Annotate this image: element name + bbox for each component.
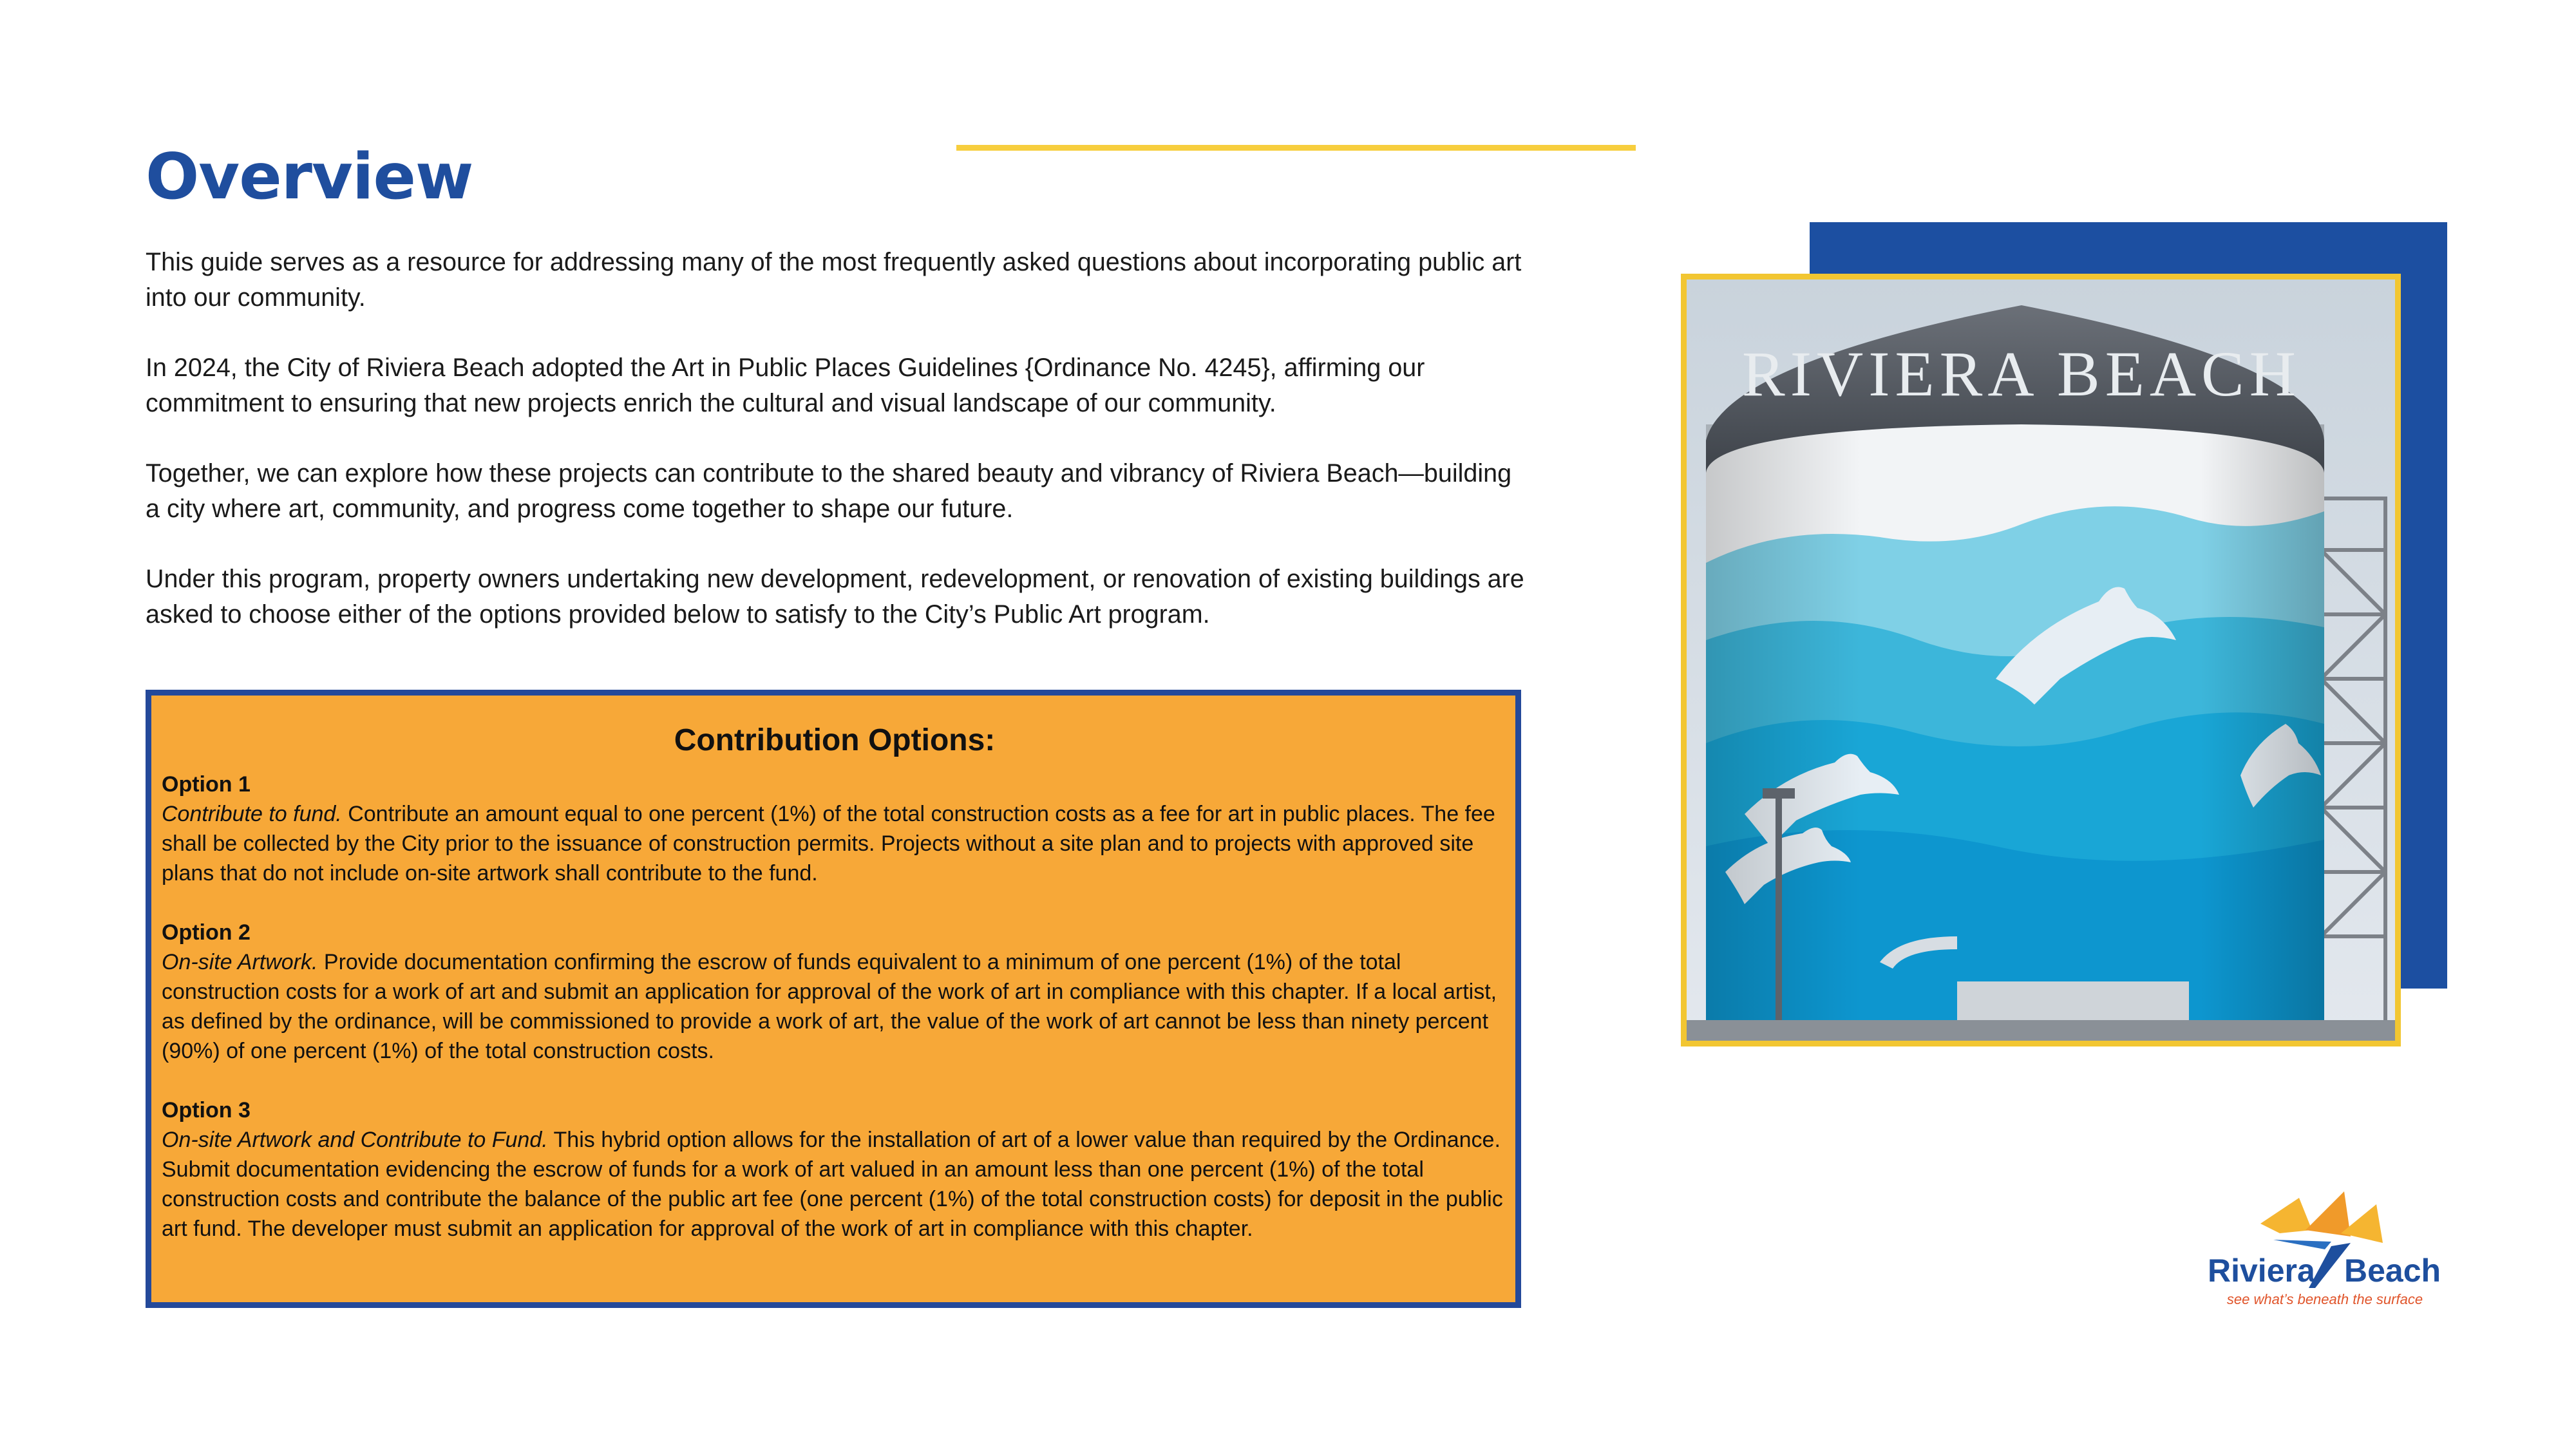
- intro-paragraph: Together, we can explore how these projects can contribute to the shared beauty and vibrancy of Riviera Beach—building a city where art, community, and progress come together to shape our future.: [146, 459, 1512, 523]
- logo-tagline: see what’s beneath the surface: [2226, 1291, 2423, 1307]
- contribution-options-heading: Contribution Options:: [674, 723, 996, 757]
- option-text: Contribute an amount equal to one percent (1%) of the total construction costs as a fee for art in public places. The fee shall be collected by the City prior to the issuance of construction permits. Projects without a site plan and to projects with approved site plans that do not include on-site artwork shall contribute to the fund.: [162, 802, 1495, 886]
- option-description: [162, 799, 1508, 888]
- logo-name-left: Riviera: [2208, 1253, 2315, 1289]
- option-lead: On-site Artwork.: [162, 950, 318, 974]
- option-1: [162, 770, 1508, 888]
- accent-line: [956, 145, 1636, 151]
- water-tank-photo: [1681, 274, 2401, 1046]
- option-label: Option 1: [162, 772, 251, 797]
- option-lead: Contribute to fund.: [162, 802, 342, 826]
- option-text: This hybrid option allows for the installation of art of a lower value than required by the Ordinance. Submit documentation evidencing the escrow of funds for a work of art valued in an amount less than one percent (1%) of the total construction costs and contribute the balance of the public art fee (one percent (1%) of the total construction costs) for deposit in the public art fund. The developer must submit an application for approval of the work of art in compliance with this chapter.: [162, 1128, 1503, 1241]
- intro-paragraph: This guide serves as a resource for addressing many of the most frequently asked questions about incorporating public art into our community.: [146, 248, 1522, 312]
- option-label: Option 3: [162, 1098, 251, 1122]
- logo-sail-icon: [2260, 1198, 2312, 1233]
- option-3: [162, 1095, 1508, 1244]
- option-description: [162, 947, 1508, 1066]
- page-title: Overview: [146, 140, 473, 214]
- riviera-beach-logo: [2202, 1185, 2447, 1314]
- ground: [1687, 1020, 2395, 1041]
- tank-shading: [1706, 424, 2324, 1041]
- water-tank-illustration: [1687, 279, 2395, 1041]
- light-fixture: [1763, 788, 1795, 799]
- intro-paragraph: Under this program, property owners undertaking new development, redevelopment, or renovation of existing buildings are asked to choose either of the options provided below to satisfy to the City’s Public Art program.: [146, 565, 1524, 629]
- option-lead: On-site Artwork and Contribute to Fund.: [162, 1128, 548, 1152]
- option-description: [162, 1125, 1508, 1244]
- option-2: [162, 918, 1508, 1066]
- logo-graphic: [2202, 1185, 2447, 1314]
- option-label: Option 2: [162, 920, 251, 945]
- light-pole: [1776, 795, 1782, 1041]
- logo-sail-icon: [2306, 1191, 2351, 1236]
- option-text: Provide documentation confirming the escrow of funds equivalent to a minimum of one percent (1%) of the total construction costs for a work of art and submit an application for approval of the work of art in compliance with this chapter. If a local artist, as defined by the ordinance, will be commissioned to provide a work of art, the value of the work of art cannot be less than ninety percent (90%) of one percent (1%) of the total construction costs.: [162, 950, 1497, 1063]
- intro-paragraph: In 2024, the City of Riviera Beach adopted the Art in Public Places Guidelines {Ordinance No. 4245}, affirming our commitment to ensuring that new projects enrich the cultural and visual landscape of our community.: [146, 354, 1425, 417]
- contribution-options-box: [146, 690, 1521, 1308]
- logo-name-right: Beach: [2344, 1253, 2441, 1289]
- tank-lettering: RIVIERA BEACH: [1742, 338, 2301, 410]
- intro-text: [146, 245, 1530, 667]
- logo-wave-icon: [2273, 1240, 2331, 1249]
